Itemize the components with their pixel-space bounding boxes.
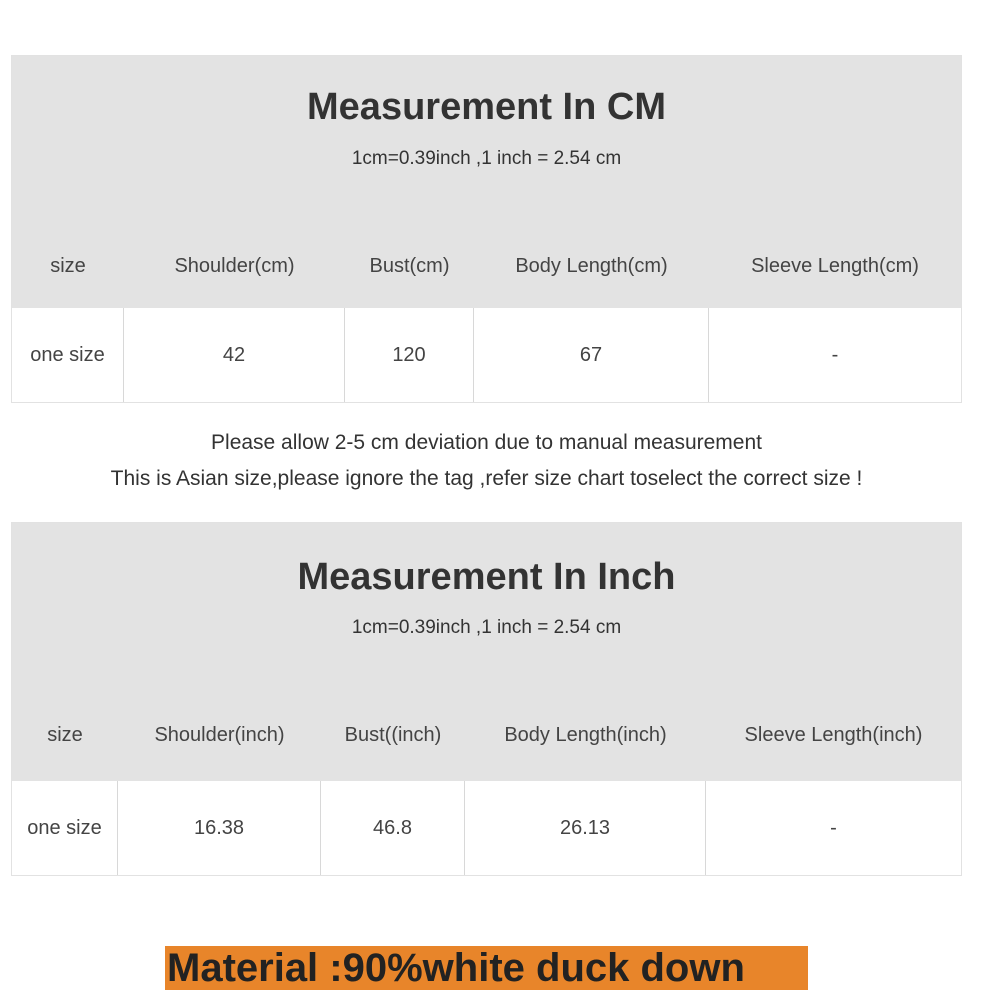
inch-header-body-length: Body Length(inch) xyxy=(504,723,667,746)
cm-title: Measurement In CM xyxy=(307,86,666,128)
deviation-note: Please allow 2-5 cm deviation due to manual measurement xyxy=(211,431,762,454)
inch-conversion-note: 1cm=0.39inch ,1 inch = 2.54 cm xyxy=(351,617,622,638)
cm-header-sleeve-length: Sleeve Length(cm) xyxy=(751,254,919,277)
cm-header-shoulder: Shoulder(cm) xyxy=(174,254,295,277)
inch-cell-body-length: 26.13 xyxy=(465,781,706,875)
inch-header-row xyxy=(12,689,961,781)
cm-cell-size: one size xyxy=(12,308,124,402)
material-label: Material :90%white duck down xyxy=(165,946,808,990)
inch-data-row xyxy=(12,781,961,875)
inch-header-bust: Bust((inch) xyxy=(344,723,442,746)
asian-size-note: This is Asian size,please ignore the tag ,refer size chart toselect the correct size ! xyxy=(110,467,863,490)
cm-header-bust: Bust(cm) xyxy=(369,254,450,277)
inch-size-chart xyxy=(11,522,962,876)
cm-header-size: size xyxy=(50,254,86,277)
inch-header-shoulder: Shoulder(inch) xyxy=(154,723,285,746)
inch-header-sleeve-length: Sleeve Length(inch) xyxy=(744,723,923,746)
inch-cell-size: one size xyxy=(12,781,118,875)
cm-header-row xyxy=(12,224,961,308)
inch-title: Measurement In Inch xyxy=(297,556,676,598)
cm-cell-body-length: 67 xyxy=(474,308,709,402)
measurement-notes xyxy=(11,403,962,522)
inch-cell-bust: 46.8 xyxy=(321,781,465,875)
cm-cell-shoulder: 42 xyxy=(124,308,345,402)
cm-cell-bust: 120 xyxy=(345,308,474,402)
cm-cell-sleeve-length: - xyxy=(831,343,839,366)
inch-cell-shoulder: 16.38 xyxy=(118,781,321,875)
cm-conversion-note: 1cm=0.39inch ,1 inch = 2.54 cm xyxy=(351,148,622,169)
cm-size-chart xyxy=(11,55,962,403)
inch-cell-sleeve-length: - xyxy=(830,816,837,839)
cm-data-row xyxy=(12,308,961,402)
inch-header-size: size xyxy=(47,723,83,746)
cm-header-body-length: Body Length(cm) xyxy=(515,254,668,277)
